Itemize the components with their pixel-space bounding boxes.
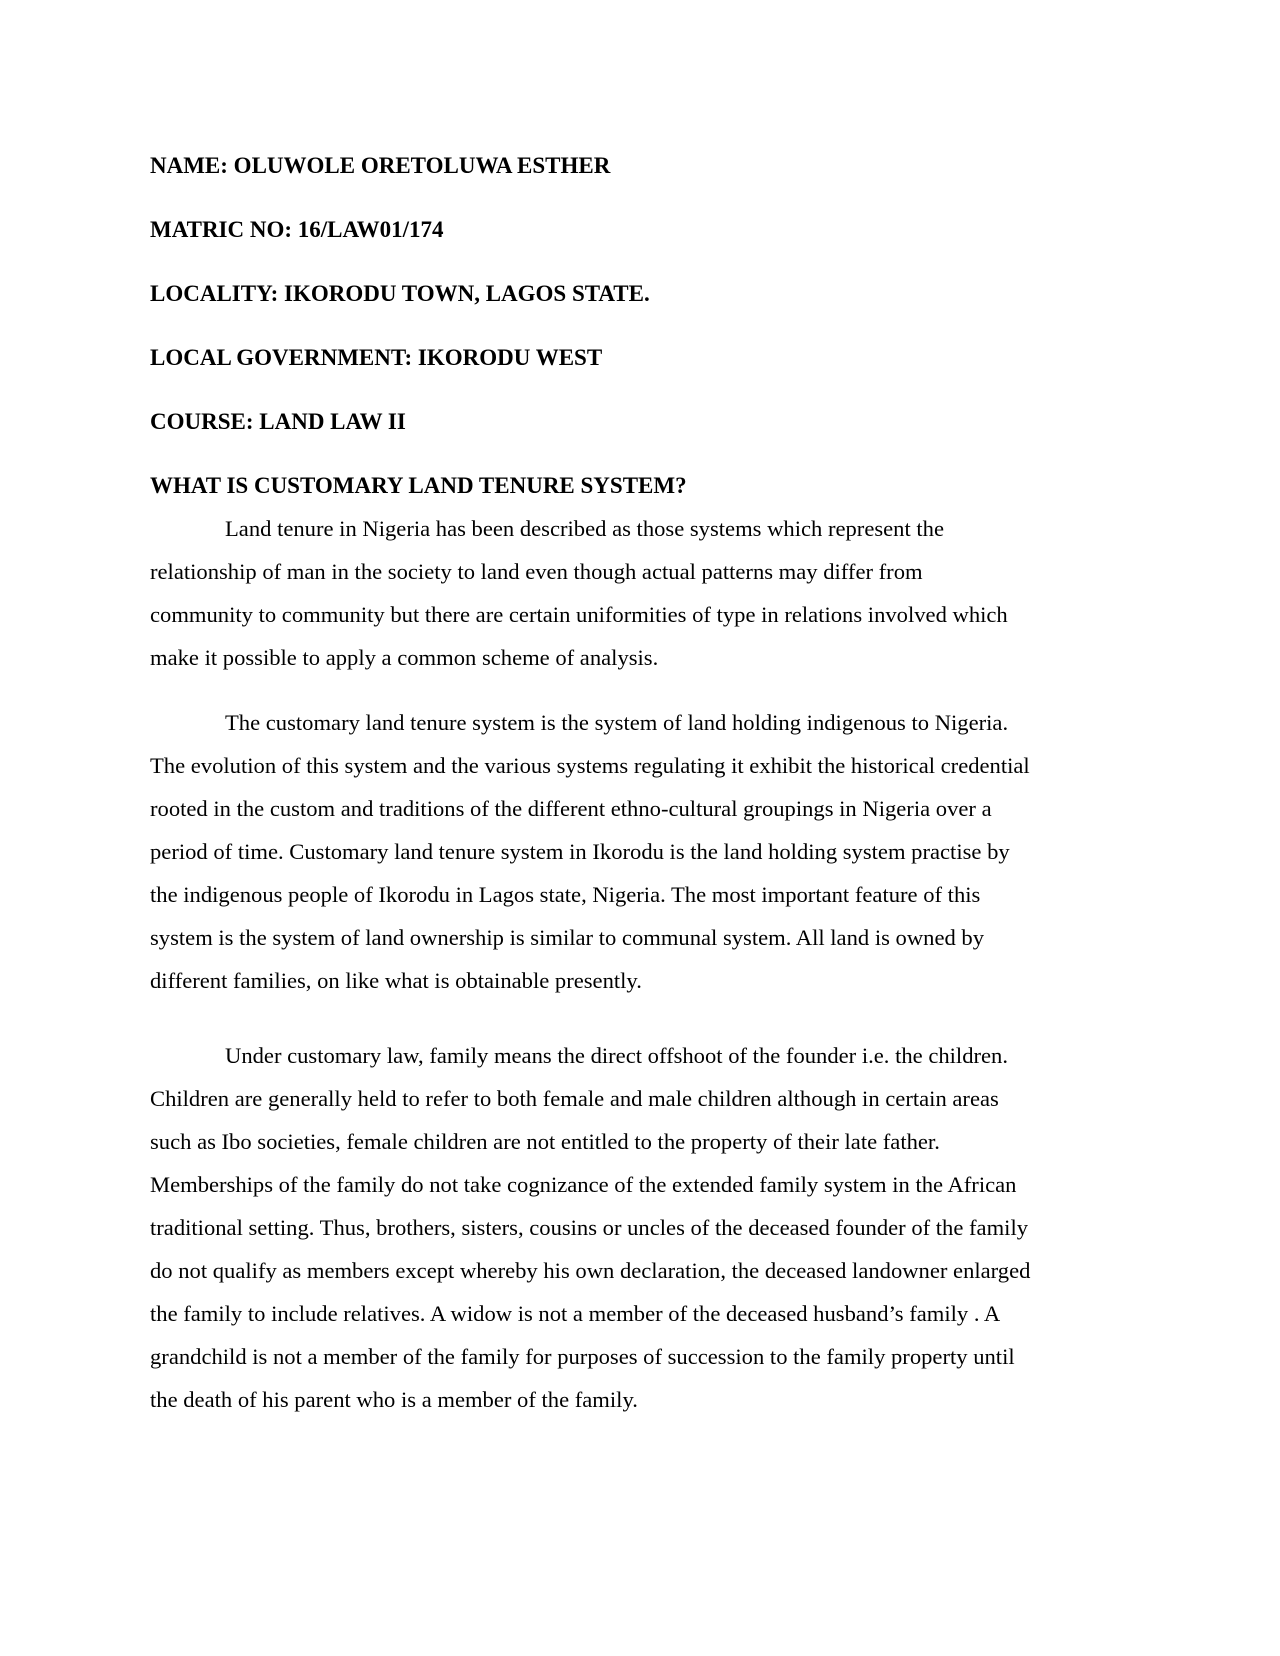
paragraph-line: different families, on like what is obtainable presently. [150, 968, 642, 993]
paragraph-line: the indigenous people of Ikorodu in Lagos state, Nigeria. The most important feature of this [150, 882, 981, 907]
paragraph-line: period of time. Customary land tenure system in Ikorodu is the land holding system practise by [150, 839, 1010, 864]
paragraph-line: system is the system of land ownership is similar to communal system. All land is owned by [150, 925, 985, 950]
paragraph-line: Children are generally held to refer to both female and male children although in certain areas [150, 1086, 999, 1111]
paragraph-line: the family to include relatives. A widow is not a member of the deceased husband’s family . A [150, 1301, 1001, 1326]
paragraph-line: such as Ibo societies, female children are not entitled to the property of their late father. [150, 1129, 940, 1154]
matric-number: MATRIC NO: 16/LAW01/174 [150, 217, 444, 242]
paragraph-line: the death of his parent who is a member of the family. [150, 1387, 638, 1412]
paragraph-line: do not qualify as members except whereby his own declaration, the deceased landowner enlarged [150, 1258, 1031, 1283]
student-name: NAME: OLUWOLE ORETOLUWA ESTHER [150, 153, 611, 178]
paragraph-line: community to community but there are certain uniformities of type in relations involved which [150, 602, 1008, 627]
paragraph-line: Under customary law, family means the direct offshoot of the founder i.e. the children. [225, 1043, 1009, 1068]
paragraph-line: make it possible to apply a common scheme of analysis. [150, 645, 659, 670]
paragraph-line: rooted in the custom and traditions of the different ethno-cultural groupings in Nigeria over a [150, 796, 992, 821]
paragraph-line: relationship of man in the society to land even though actual patterns may differ from [150, 559, 923, 584]
paragraph-line: Land tenure in Nigeria has been described as those systems which represent the [225, 516, 944, 541]
course: COURSE: LAND LAW II [150, 409, 406, 434]
paragraph-line: The customary land tenure system is the system of land holding indigenous to Nigeria. [225, 710, 1009, 735]
paragraph-land-tenure-definition [150, 507, 1130, 679]
question-heading: WHAT IS CUSTOMARY LAND TENURE SYSTEM? [150, 473, 687, 498]
paragraph-line: traditional setting. Thus, brothers, sisters, cousins or uncles of the deceased founder of the family [150, 1215, 1029, 1240]
local-government: LOCAL GOVERNMENT: IKORODU WEST [150, 345, 603, 370]
paragraph-customary-system [150, 701, 1130, 1002]
locality: LOCALITY: IKORODU TOWN, LAGOS STATE. [150, 281, 650, 306]
paragraph-family-definition [150, 1034, 1130, 1421]
paragraph-line: The evolution of this system and the various systems regulating it exhibit the historical credential [150, 753, 1030, 778]
paragraph-line: Memberships of the family do not take cognizance of the extended family system in the African [150, 1172, 1017, 1197]
paragraph-line: grandchild is not a member of the family for purposes of succession to the family property until [150, 1344, 1015, 1369]
